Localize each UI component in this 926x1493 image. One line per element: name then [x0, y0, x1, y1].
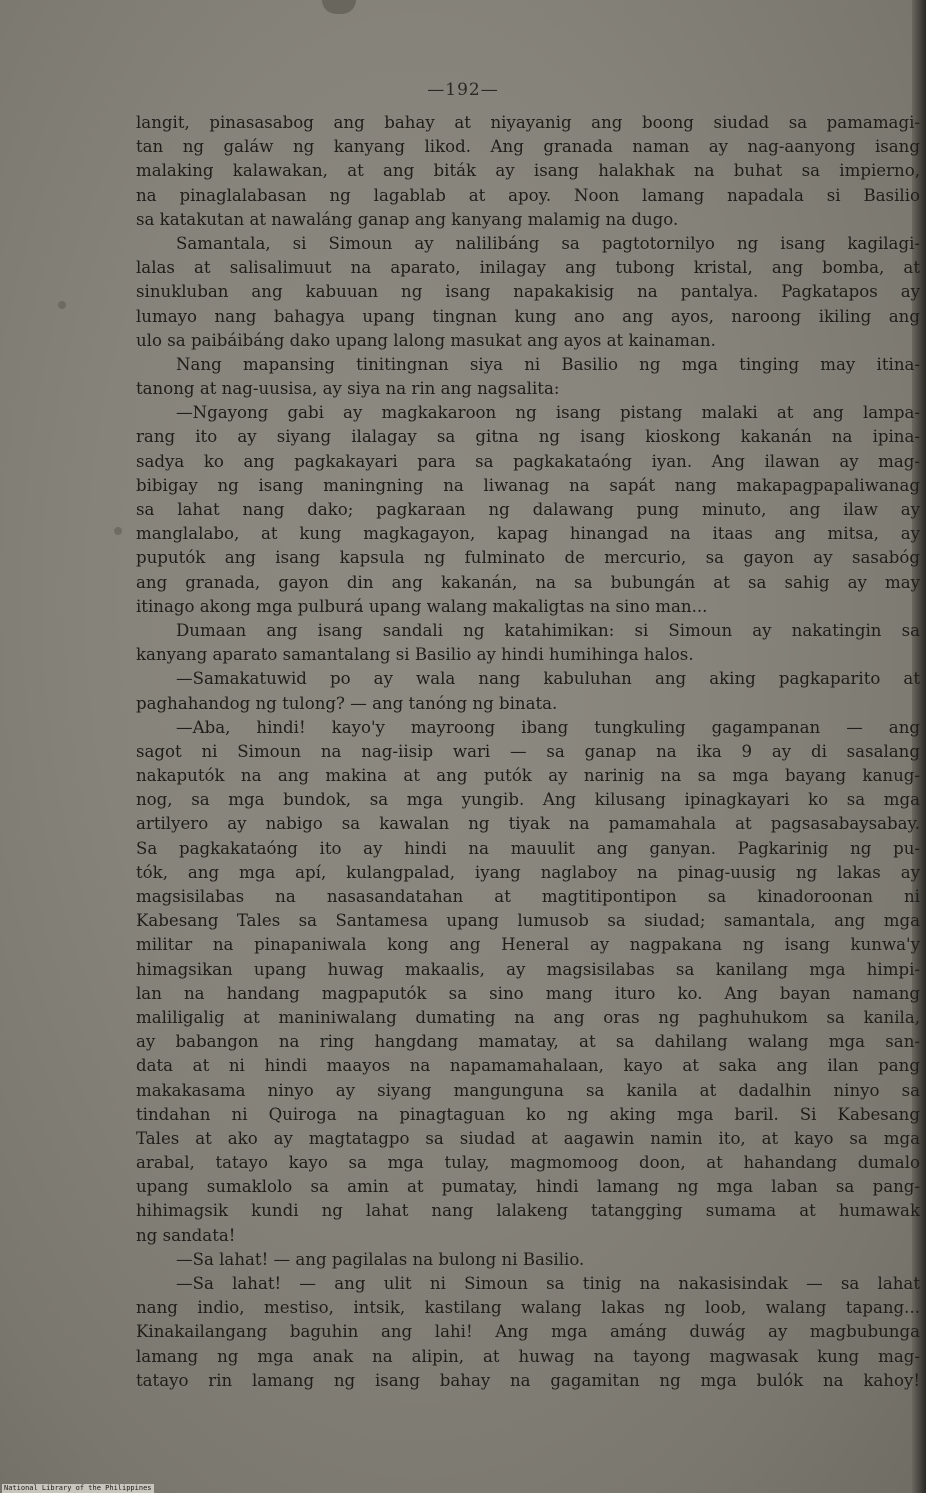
text-line: tindahan ni Quiroga na pinagtaguan ko ng aking mga baril. Si Kabesang: [136, 1104, 920, 1124]
text-line: —Sa lahat! — ang pagilalas na bulong ni Basilio.: [176, 1249, 585, 1269]
text-line: na pinaglalabasan ng lagablab at apoy. Noon lamang napadala si Basilio: [136, 185, 920, 205]
text-line: langit, pinasasabog ang bahay at niyayanig ang boong siudad sa pamamagi-: [136, 113, 920, 132]
text-line: ay babangon na ring hangdang mamatay, at sa dahilang walang mga san-: [136, 1032, 920, 1052]
text-line: itinago akong mga pulburá upang walang makaligtas na sino man...: [136, 596, 708, 616]
text-line: sa katakutan at nawaláng ganap ang kanyang malamig na dugo.: [136, 209, 679, 229]
text-line: kanyang aparato samantalang si Basilio ay hindi humihinga halos.: [136, 645, 694, 665]
text-line: ng sandata!: [136, 1225, 236, 1245]
text-line: maliligalig at maniniwalang dumating na ang oras ng paghuhukom sa kanila,: [136, 1007, 920, 1027]
text-line: nog, sa mga bundok, sa mga yungib. Ang kilusang ipinagkayari ko sa mga: [136, 790, 920, 810]
text-line: sa lahat nang dako; pagkaraan ng dalawang pung minuto, ang ilaw ay: [136, 500, 920, 519]
text-line: Tales at ako ay magtatagpo sa siudad at aagawin namin ito, at kayo sa mga: [136, 1128, 920, 1148]
text-line: nakaputók na ang makina at ang putók ay narinig na sa mga bayang kanug-: [136, 766, 920, 786]
text-line: —Aba, hindi! kayo'y mayroong ibang tungkuling gagampanan — ang: [176, 717, 920, 737]
paper-stain: [322, 0, 356, 14]
text-line: —Sa lahat! — ang ulit ni Simoun sa tinig na nakasisindak — sa lahat: [176, 1274, 920, 1293]
text-line: magsisilabas na nasasandatahan at magtitipontipon sa kinadoroonan ni: [136, 887, 920, 906]
text-line: nang indio, mestiso, intsik, kastilang walang lakas ng loob, walang tapang...: [136, 1298, 920, 1318]
text-line: paghahandog ng tulong? — ang tanóng ng binata.: [136, 693, 558, 713]
text-line: ulo sa paibáibáng dako upang lalong masukat ang ayos at kainaman.: [136, 330, 716, 350]
text-line: Sa pagkakataóng ito ay hindi na mauulit ang ganyan. Pagkarinig ng pu-: [136, 838, 920, 858]
text-line: data at ni hindi maayos na napamamahalaan, kayo at saka ang ilan pang: [136, 1056, 920, 1076]
margin-speck: [58, 301, 66, 309]
text-line: arabal, tatayo kayo sa mga tulay, magmomoog doon, at hahandang dumalo: [136, 1153, 920, 1173]
text-line: —Samakatuwid po ay wala nang kabuluhan ang aking pagkaparito at: [176, 669, 920, 689]
text-line: lalas at salisalimuut na aparato, inilagay ang tubong kristal, ang bomba, at: [136, 258, 920, 278]
text-line: sadya ko ang pagkakayari para sa pagkakataóng iyan. Ang ilawan ay mag-: [136, 451, 920, 471]
body-text: [136, 111, 920, 1393]
text-line: himagsikan upang huwag makaalis, ay magsisilabas sa kanilang mga himpi-: [136, 959, 920, 979]
text-line: rang ito ay siyang ilalagay sa gitna ng isang kioskong kakanán na ipina-: [136, 427, 920, 447]
text-line: upang sumaklolo sa amin at pumatay, hindi lamang ng mga laban sa pang-: [136, 1177, 920, 1197]
text-line: manglalabo, at kung magkagayon, kapag hinangad na itaas ang mitsa, ay: [136, 524, 920, 544]
text-line: ang granada, gayon din ang kakanán, na sa bubungán at sa sahig ay may: [136, 572, 920, 592]
text-line: tanong at nag-uusisa, ay siya na rin ang nagsalita:: [136, 379, 560, 399]
text-line: Dumaan ang isang sandali ng katahimikan: si Simoun ay nakatingin sa: [176, 620, 920, 640]
page-number: —192—: [427, 80, 499, 100]
text-line: Kinakailangang baguhin ang lahi! Ang mga amáng duwág ay magbubunga: [136, 1322, 920, 1342]
margin-speck: [114, 527, 122, 535]
text-line: malaking kalawakan, at ang biták ay isang halakhak na buhat sa impierno,: [136, 161, 920, 181]
text-line: Nang mapansing tinitingnan siya ni Basilio ng mga tinging may itina-: [176, 354, 920, 374]
text-line: hihimagsik kundi ng lahat nang lalakeng tatangging sumama at humawak: [136, 1201, 920, 1221]
library-credit: National Library of the Philippines: [4, 1484, 152, 1492]
text-line: militar na pinapaniwala kong ang Heneral ay nagpakana ng isang kunwa'y: [136, 935, 920, 955]
text-line: lumayo nang bahagya upang tingnan kung ano ang ayos, naroong ikiling ang: [136, 306, 920, 326]
text-line: sagot ni Simoun na nag-iisip wari — sa ganap na ika 9 ay di sasalang: [136, 741, 920, 761]
text-line: bibigay ng isang maningning na liwanag na sapát nang makapagpapaliwanag: [136, 475, 920, 495]
text-line: tan ng galáw ng kanyang likod. Ang granada naman ay nag-aanyong isang: [136, 137, 920, 157]
text-line: Samantala, si Simoun ay nalilibáng sa pagtotornilyo ng isang kagilagi-: [176, 233, 920, 253]
text-line: puputók ang isang kapsula ng fulminato de mercurio, sa gayon ay sasabóg: [136, 548, 920, 568]
text-line: artilyero ay nabigo sa kawalan ng tiyak na pamamahala at pagsasabaysabay.: [136, 814, 920, 834]
text-line: lamang ng mga anak na alipin, at huwag na tayong magwasak kung mag-: [136, 1346, 920, 1366]
text-line: tatayo rin lamang ng isang bahay na gagamitan ng mga bulók na kahoy!: [136, 1370, 920, 1390]
text-line: makakasama ninyo ay siyang mangunguna sa kanila at dadalhin ninyo sa: [136, 1080, 920, 1100]
text-line: lan na handang magpaputók sa sino mang ituro ko. Ang bayan namang: [136, 983, 920, 1003]
text-line: Kabesang Tales sa Santamesa upang lumusob sa siudad; samantala, ang mga: [136, 911, 920, 931]
text-line: tók, ang mga apí, kulangpalad, iyang naglaboy na pinag-uusig ng lakas ay: [136, 862, 920, 882]
text-line: —Ngayong gabi ay magkakaroon ng isang pistang malaki at ang lampa-: [176, 403, 920, 423]
text-line: sinukluban ang kabuuan ng isang napakakisig na pantalya. Pagkatapos ay: [136, 282, 920, 302]
